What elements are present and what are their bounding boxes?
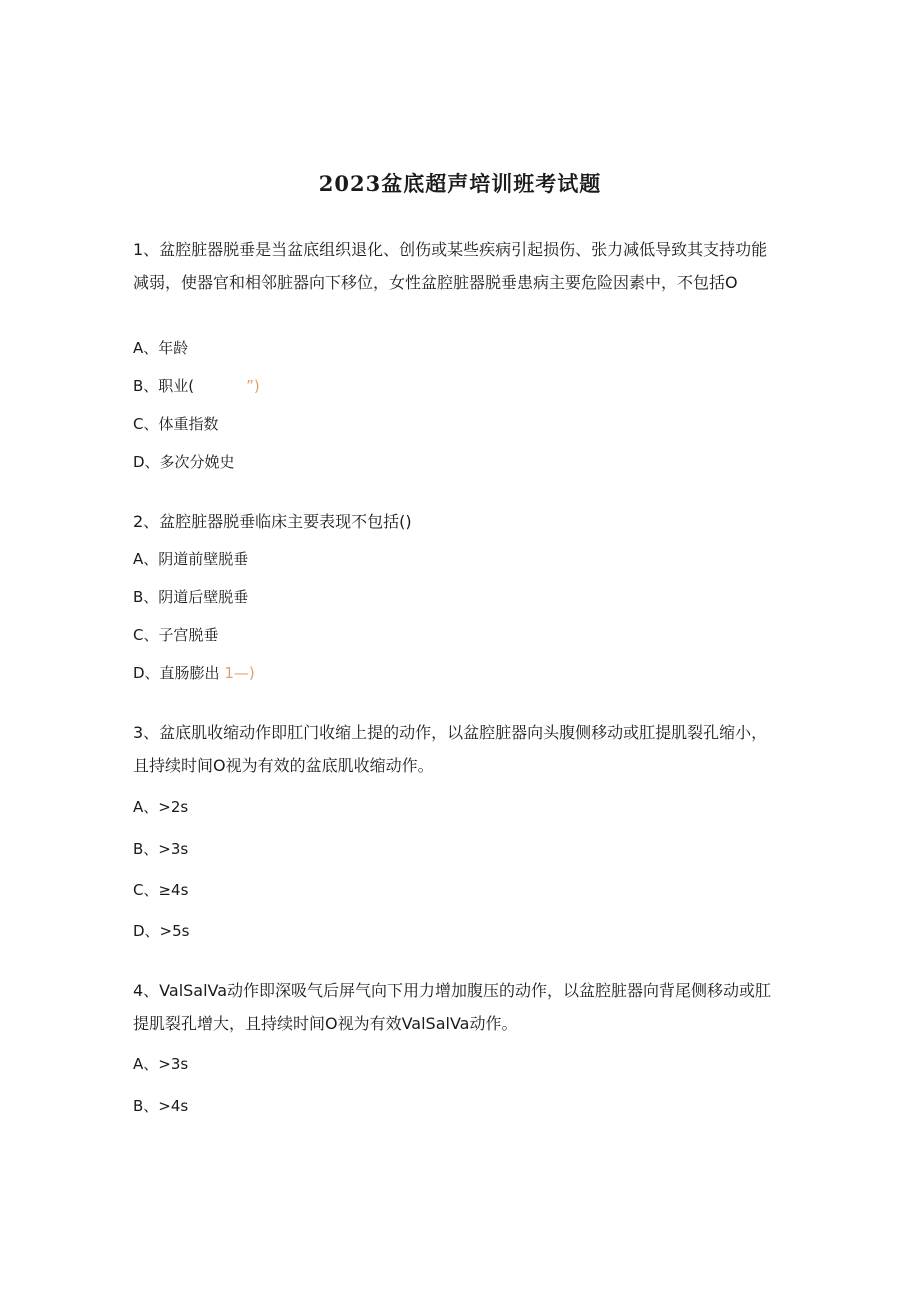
question-1-option-a: A、年龄 [133,339,189,357]
option-d-mark: 1—) [224,664,255,682]
option-b-mark: ”) [246,377,260,395]
question-4-option-b: B、>4s [133,1097,189,1115]
option-b-label: B、职业( [133,377,195,395]
question-4-stem: 4、ValSalVa动作即深吸气后屏气向下用力增加腹压的动作，以盆腔脏器向背尾侧移动或肛提肌裂孔增大，且持续时间O视为有效ValSalVa动作。 [133,981,772,1033]
question-1-option-b [133,375,260,397]
question-1-option-d: D、多次分娩史 [133,453,235,471]
question-3-option-d: D、>5s [133,922,190,940]
question-3-option-b: B、>3s [133,840,189,858]
question-2-option-a: A、阴道前壁脱垂 [133,550,249,568]
question-1-option-c: C、体重指数 [133,415,219,433]
question-3-stem: 3、盆底肌收缩动作即肛门收缩上提的动作，以盆腔脏器向头腹侧移动或肛提肌裂孔缩小，且持续时间O视为有效的盆底肌收缩动作。 [133,723,768,775]
question-3-option-c: C、≥4s [133,881,189,899]
question-2-option-b: B、阴道后壁脱垂 [133,588,249,606]
option-d-label: D、直肠膨出 [133,664,220,682]
question-2-option-d [133,662,255,684]
question-1-stem: 1、盆腔脏器脱垂是当盆底组织退化、创伤或某些疾病引起损伤、张力减低导致其支持功能减弱，使器官和相邻脏器向下移位，女性盆腔脏器脱垂患病主要危险因素中，不包括O [133,240,768,292]
question-2-option-c: C、子宫脱垂 [133,626,219,644]
question-2-stem: 2、盆腔脏器脱垂临床主要表现不包括() [133,512,412,531]
question-3-option-a: A、>2s [133,798,189,816]
question-4-option-a: A、>3s [133,1055,189,1073]
page-title: 2023盆底超声培训班考试题 [318,171,602,196]
